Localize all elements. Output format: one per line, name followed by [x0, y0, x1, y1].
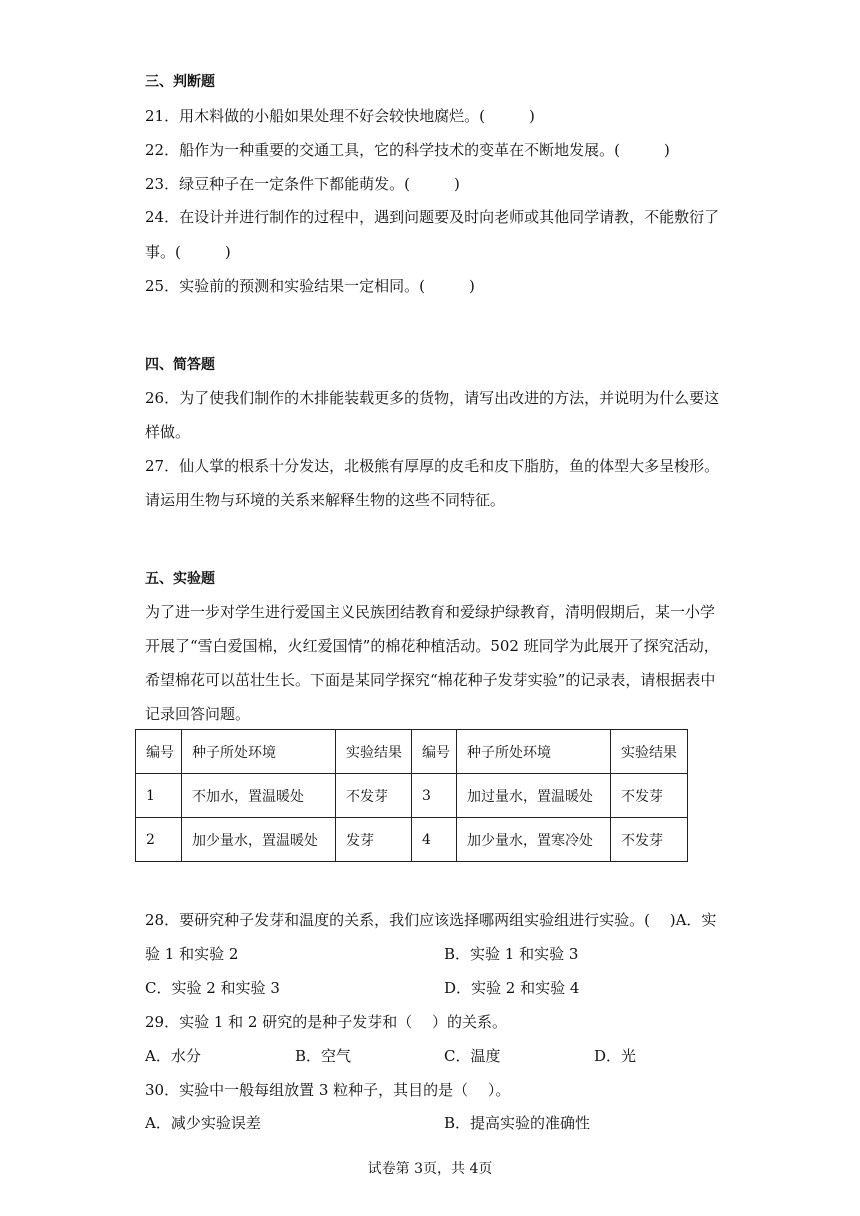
question-30-option-a: A．减少实验误差 [145, 1114, 261, 1132]
question-28-line1: 28．要研究种子发芽和温度的关系，我们应该选择哪两组实验组进行实验。( )A．实 [145, 911, 717, 929]
record-table [135, 729, 688, 862]
table-cell: 不发芽 [611, 774, 688, 818]
question-24-text: 事。( [145, 243, 181, 261]
question-24-line2 [145, 242, 231, 262]
table-row [136, 818, 688, 862]
page-footer: 试卷第 3页，共 4页 [367, 1161, 493, 1177]
table-header: 种子所处环境 [182, 730, 336, 774]
table-cell: 发芽 [336, 818, 412, 862]
question-30-option-b: B．提高实验的准确性 [444, 1114, 591, 1132]
question-21-text: 21．用木料做的小船如果处理不好会较快地腐烂。( [145, 107, 485, 125]
table-cell: 不发芽 [336, 774, 412, 818]
table-header: 种子所处环境 [457, 730, 611, 774]
question-26-line1: 26．为了使我们制作的木排能装载更多的货物，请写出改进的方法，并说明为什么要这 [145, 389, 720, 407]
table-cell: 3 [412, 774, 457, 818]
question-27-line2: 请运用生物与环境的关系来解释生物的这些不同特征。 [145, 491, 506, 509]
question-30: 30．实验中一般每组放置 3 粒种子，其目的是（ ）。 [145, 1081, 511, 1099]
section-title-judgment: 三、判断题 [145, 74, 215, 90]
section-title-short-answer: 四、简答题 [145, 357, 215, 373]
intro-line-2: 开展了“雪白爱国棉，火红爱国情”的棉花种植活动。502 班同学为此展开了探究活动， [145, 637, 719, 655]
table-header-row [136, 730, 688, 774]
table-cell: 1 [136, 774, 182, 818]
table-cell: 不发芽 [611, 818, 688, 862]
question-21 [145, 106, 535, 126]
question-29-option-d: D．光 [594, 1047, 637, 1065]
table-cell: 加少量水，置温暖处 [182, 818, 336, 862]
table-cell: 2 [136, 818, 182, 862]
table-cell: 4 [412, 818, 457, 862]
intro-line-1: 为了进一步对学生进行爱国主义民族团结教育和爱绿护绿教育，清明假期后，某一小学 [145, 603, 716, 621]
question-22 [145, 140, 670, 160]
question-23 [145, 174, 460, 194]
question-26-line2: 样做。 [145, 423, 191, 441]
table-header: 实验结果 [336, 730, 412, 774]
question-28-option-d: D．实验 2 和实验 4 [444, 979, 580, 997]
question-22-text: 22．船作为一种重要的交通工具，它的科学技术的变革在不断地发展。( [145, 141, 620, 159]
table-cell: 加过量水，置温暖处 [457, 774, 611, 818]
answer-paren-close: ) [663, 141, 670, 159]
question-29-option-c: C．温度 [444, 1047, 501, 1065]
question-28-line2: 验 1 和实验 2 [145, 945, 239, 963]
question-27-line1: 27．仙人掌的根系十分发达，北极熊有厚厚的皮毛和皮下脂肪，鱼的体型大多呈梭形。 [145, 457, 720, 475]
question-24-line1: 24．在设计并进行制作的过程中，遇到问题要及时向老师或其他同学请教，不能敷衍了 [145, 208, 720, 226]
answer-paren-close: ) [468, 277, 475, 295]
question-25 [145, 276, 475, 296]
question-29-option-b: B．空气 [295, 1047, 352, 1065]
intro-line-4: 记录回答问题。 [145, 705, 251, 723]
question-29: 29．实验 1 和 2 研究的是种子发芽和（ ）的关系。 [145, 1013, 508, 1031]
answer-paren-close: ) [453, 175, 460, 193]
question-28-option-b: B．实验 1 和实验 3 [444, 945, 579, 963]
question-25-text: 25．实验前的预测和实验结果一定相同。( [145, 277, 425, 295]
table-header: 编号 [136, 730, 182, 774]
answer-paren-close: ) [528, 107, 535, 125]
table-row [136, 774, 688, 818]
intro-line-3: 希望棉花可以茁壮生长。下面是某同学探究“棉花种子发芽实验”的记录表，请根据表中 [145, 671, 716, 689]
table-cell: 不加水，置温暖处 [182, 774, 336, 818]
answer-paren-close: ) [224, 243, 231, 261]
question-23-text: 23．绿豆种子在一定条件下都能萌发。( [145, 175, 410, 193]
question-29-option-a: A．水分 [145, 1047, 201, 1065]
table-cell: 加少量水，置寒冷处 [457, 818, 611, 862]
table-header: 实验结果 [611, 730, 688, 774]
question-28-option-c: C．实验 2 和实验 3 [145, 979, 280, 997]
table-header: 编号 [412, 730, 457, 774]
section-title-experiment: 五、实验题 [145, 571, 215, 587]
